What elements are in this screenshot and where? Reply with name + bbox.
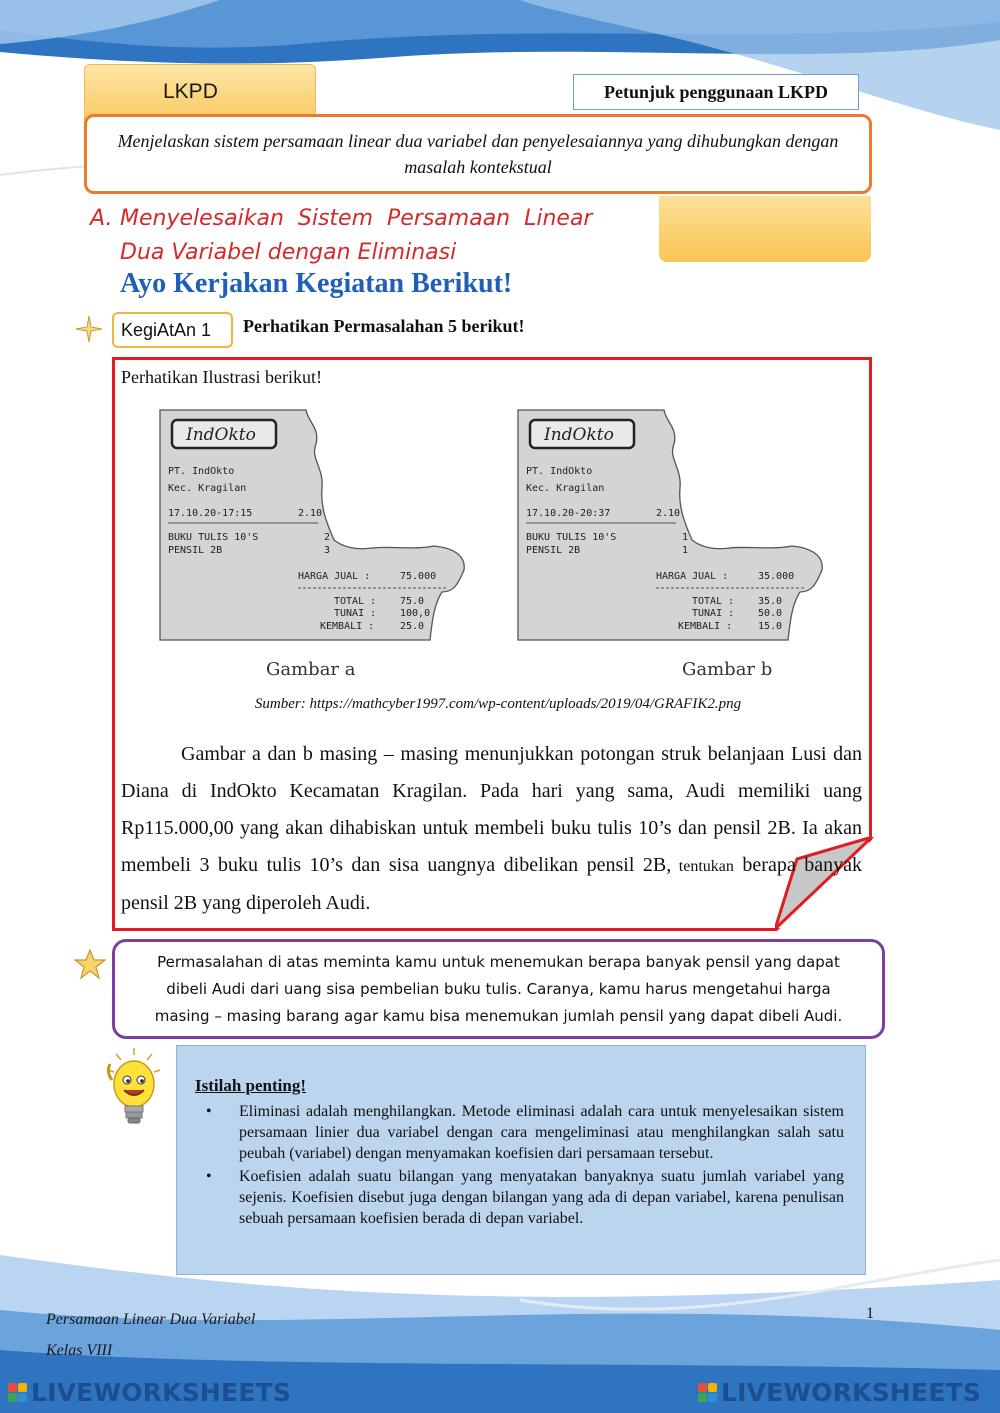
learning-objective-text: Menjelaskan sistem persamaan linear dua variabel dan penyelesaiannya yang dihubungkan dengan masalah kontekstual — [117, 131, 839, 177]
problem-paragraph-main: Gambar a dan b masing – masing menunjukkan potongan struk belanjaan Lusi dan Diana di IndOkto Kecamatan Kragilan. Pada hari yang sama, Audi memiliki uang Rp115.000,00 yang akan dihabiskan untuk membeli buku tulis 10’s dan pensil 2B. Ia akan membeli 3 buku tulis 10’s dan sisa uangnya dibelikan pensil 2B, — [121, 743, 862, 876]
caption-gambar-a: Gambar a — [266, 659, 356, 680]
liveworksheets-icon — [698, 1383, 717, 1402]
receipt-b-datetime: 17.10.20-20:37 — [526, 508, 611, 519]
receipt-image-b — [516, 408, 836, 648]
section-title — [90, 202, 635, 270]
section-title-line2: Dua Variabel dengan Eliminasi — [120, 240, 457, 265]
receipt-b-code: 2.10 — [656, 508, 681, 519]
receipt-a-harga-label: HARGA JUAL : — [298, 571, 371, 582]
problem-paragraph-end: berapa banyak pensil 2B yang diperoleh Audi. — [121, 854, 862, 914]
page-number: 1 — [866, 1305, 874, 1322]
hint-text: Permasalahan di atas meminta kamu untuk menemukan berapa banyak pensil yang dapat dibeli Audi dari uang sisa pembelian buku tulis. Caranya, kamu harus mengetahui harga masing – masing barang agar kamu bisa menemukan jumlah pensil yang dapat dibeli Audi. — [154, 952, 843, 1025]
receipt-b-item2-qty: 1 — [682, 545, 689, 556]
section-number: A. — [90, 206, 113, 231]
receipt-b-tunai-label: TUNAI : — [692, 608, 735, 619]
receipt-b-brand: IndOkto — [544, 425, 614, 445]
receipt-b-total-label: TOTAL : — [692, 596, 735, 607]
receipt-b-district: Kec. Kragilan — [526, 483, 605, 494]
activity-label: KegiAtAn 1 — [121, 319, 212, 340]
glossary-item-eliminasi: Eliminasi adalah menghilangkan. Metode eliminasi adalah cara untuk menyelesaikan sistem persamaan linier dua variabel dengan cara mengeliminasi atau menghilangkan salah satu peubah (variabel) dengan menyamakan koefisien dari persamaan tersebut. — [239, 1103, 844, 1162]
caption-gambar-b: Gambar b — [682, 659, 773, 680]
list-item: • Koefisien adalah suatu bilangan yang menyatakan banyaknya suatu jumlah variabel yang sejenis. Koefisien disebut juga dengan bilangan yang ada di depan variabel, karena penulisan sebuah persamaan koefisien berada di depan variabel. — [206, 1168, 844, 1227]
receipt-b-company: PT. IndOkto — [526, 466, 593, 477]
list-item: • Eliminasi adalah menghilangkan. Metode eliminasi adalah cara untuk menyelesaikan sistem persamaan linier dua variabel dengan cara mengeliminasi atau menghilangkan salah satu peubah (variabel) dengan menyamakan koefisien dari persamaan tersebut. — [206, 1103, 844, 1162]
liveworksheets-brand-left: LIVEWORKSHEETS — [31, 1377, 292, 1407]
section-title-line1: Menyelesaikan Sistem Persamaan Linear — [120, 206, 593, 231]
sparkle-icon — [74, 314, 104, 344]
receipt-b-item2-name: PENSIL 2B — [526, 545, 581, 556]
activity-label-box — [112, 312, 233, 348]
receipt-b-kembali-value: 15.0 — [758, 621, 783, 632]
liveworksheets-icon — [8, 1383, 27, 1402]
footer-grade: Kelas VIII — [46, 1342, 113, 1359]
receipt-a-district: Kec. Kragilan — [168, 483, 247, 494]
receipt-a-brand: IndOkto — [186, 425, 256, 445]
footer-subject: Persamaan Linear Dua Variabel — [46, 1311, 256, 1328]
receipt-a-item1-name: BUKU TULIS 10'S — [168, 532, 259, 543]
receipt-a-item1-qty: 2 — [324, 532, 331, 543]
liveworksheets-brand-right: LIVEWORKSHEETS — [721, 1377, 982, 1407]
receipt-a-item2-qty: 3 — [324, 545, 331, 556]
receipt-a-datetime: 17.10.20-17:15 — [168, 508, 253, 519]
hint-box — [112, 939, 885, 1039]
call-to-action-heading: Ayo Kerjakan Kegiatan Berikut! — [120, 268, 513, 299]
receipt-a-harga-value: 75.000 — [400, 571, 437, 582]
instructions-button[interactable] — [573, 74, 859, 110]
glossary-list — [206, 1101, 844, 1231]
receipt-b-total-value: 35.0 — [758, 596, 783, 607]
receipt-b-tunai-value: 50.0 — [758, 608, 783, 619]
receipt-a-tunai-label: TUNAI : — [334, 608, 377, 619]
liveworksheets-logo-left[interactable] — [8, 1377, 291, 1407]
learning-objective-box — [84, 114, 872, 194]
receipt-b-item1-name: BUKU TULIS 10'S — [526, 532, 617, 543]
receipt-a-total-label: TOTAL : — [334, 596, 377, 607]
glossary-title: Istilah penting! — [195, 1076, 306, 1095]
problem-paragraph-small: tentukan — [671, 858, 734, 875]
receipt-a-kembali-label: KEMBALI : — [320, 621, 375, 632]
glossary-item-koefisien: Koefisien adalah suatu bilangan yang menyatakan banyaknya suatu jumlah variabel yang sejenis. Koefisien disebut juga dengan bilangan yang ada di depan variabel, karena penulisan sebuah persamaan koefisien berada di depan variabel. — [239, 1168, 844, 1227]
receipt-a-code: 2.10 — [298, 508, 323, 519]
decorative-orange-box — [659, 196, 871, 262]
activity-title: Perhatikan Permasalahan 5 berikut! — [243, 316, 525, 336]
instructions-button-label: Petunjuk penggunaan LKPD — [596, 80, 836, 105]
image-source: Sumber: https://mathcyber1997.com/wp-content/uploads/2019/04/GRAFIK2.png — [254, 696, 742, 712]
receipt-a-tunai-value: 100,0 — [400, 608, 431, 619]
receipt-a-total-value: 75.0 — [400, 596, 425, 607]
receipt-b-kembali-label: KEMBALI : — [678, 621, 733, 632]
receipt-a-kembali-value: 25.0 — [400, 621, 425, 632]
receipt-a-company: PT. IndOkto — [168, 466, 235, 477]
illustration-label: Perhatikan Ilustrasi berikut! — [121, 367, 322, 387]
receipt-a-item2-name: PENSIL 2B — [168, 545, 223, 556]
liveworksheets-logo-right[interactable] — [698, 1377, 981, 1407]
problem-paragraph — [121, 736, 862, 922]
receipt-b-harga-label: HARGA JUAL : — [656, 571, 729, 582]
receipt-b-harga-value: 35.000 — [758, 571, 795, 582]
lightbulb-mascot-icon — [104, 1046, 170, 1130]
lkpd-tab-label: LKPD — [163, 80, 218, 103]
receipt-b-item1-qty: 1 — [682, 532, 689, 543]
receipt-image-a — [158, 408, 478, 648]
star-icon — [74, 948, 106, 980]
